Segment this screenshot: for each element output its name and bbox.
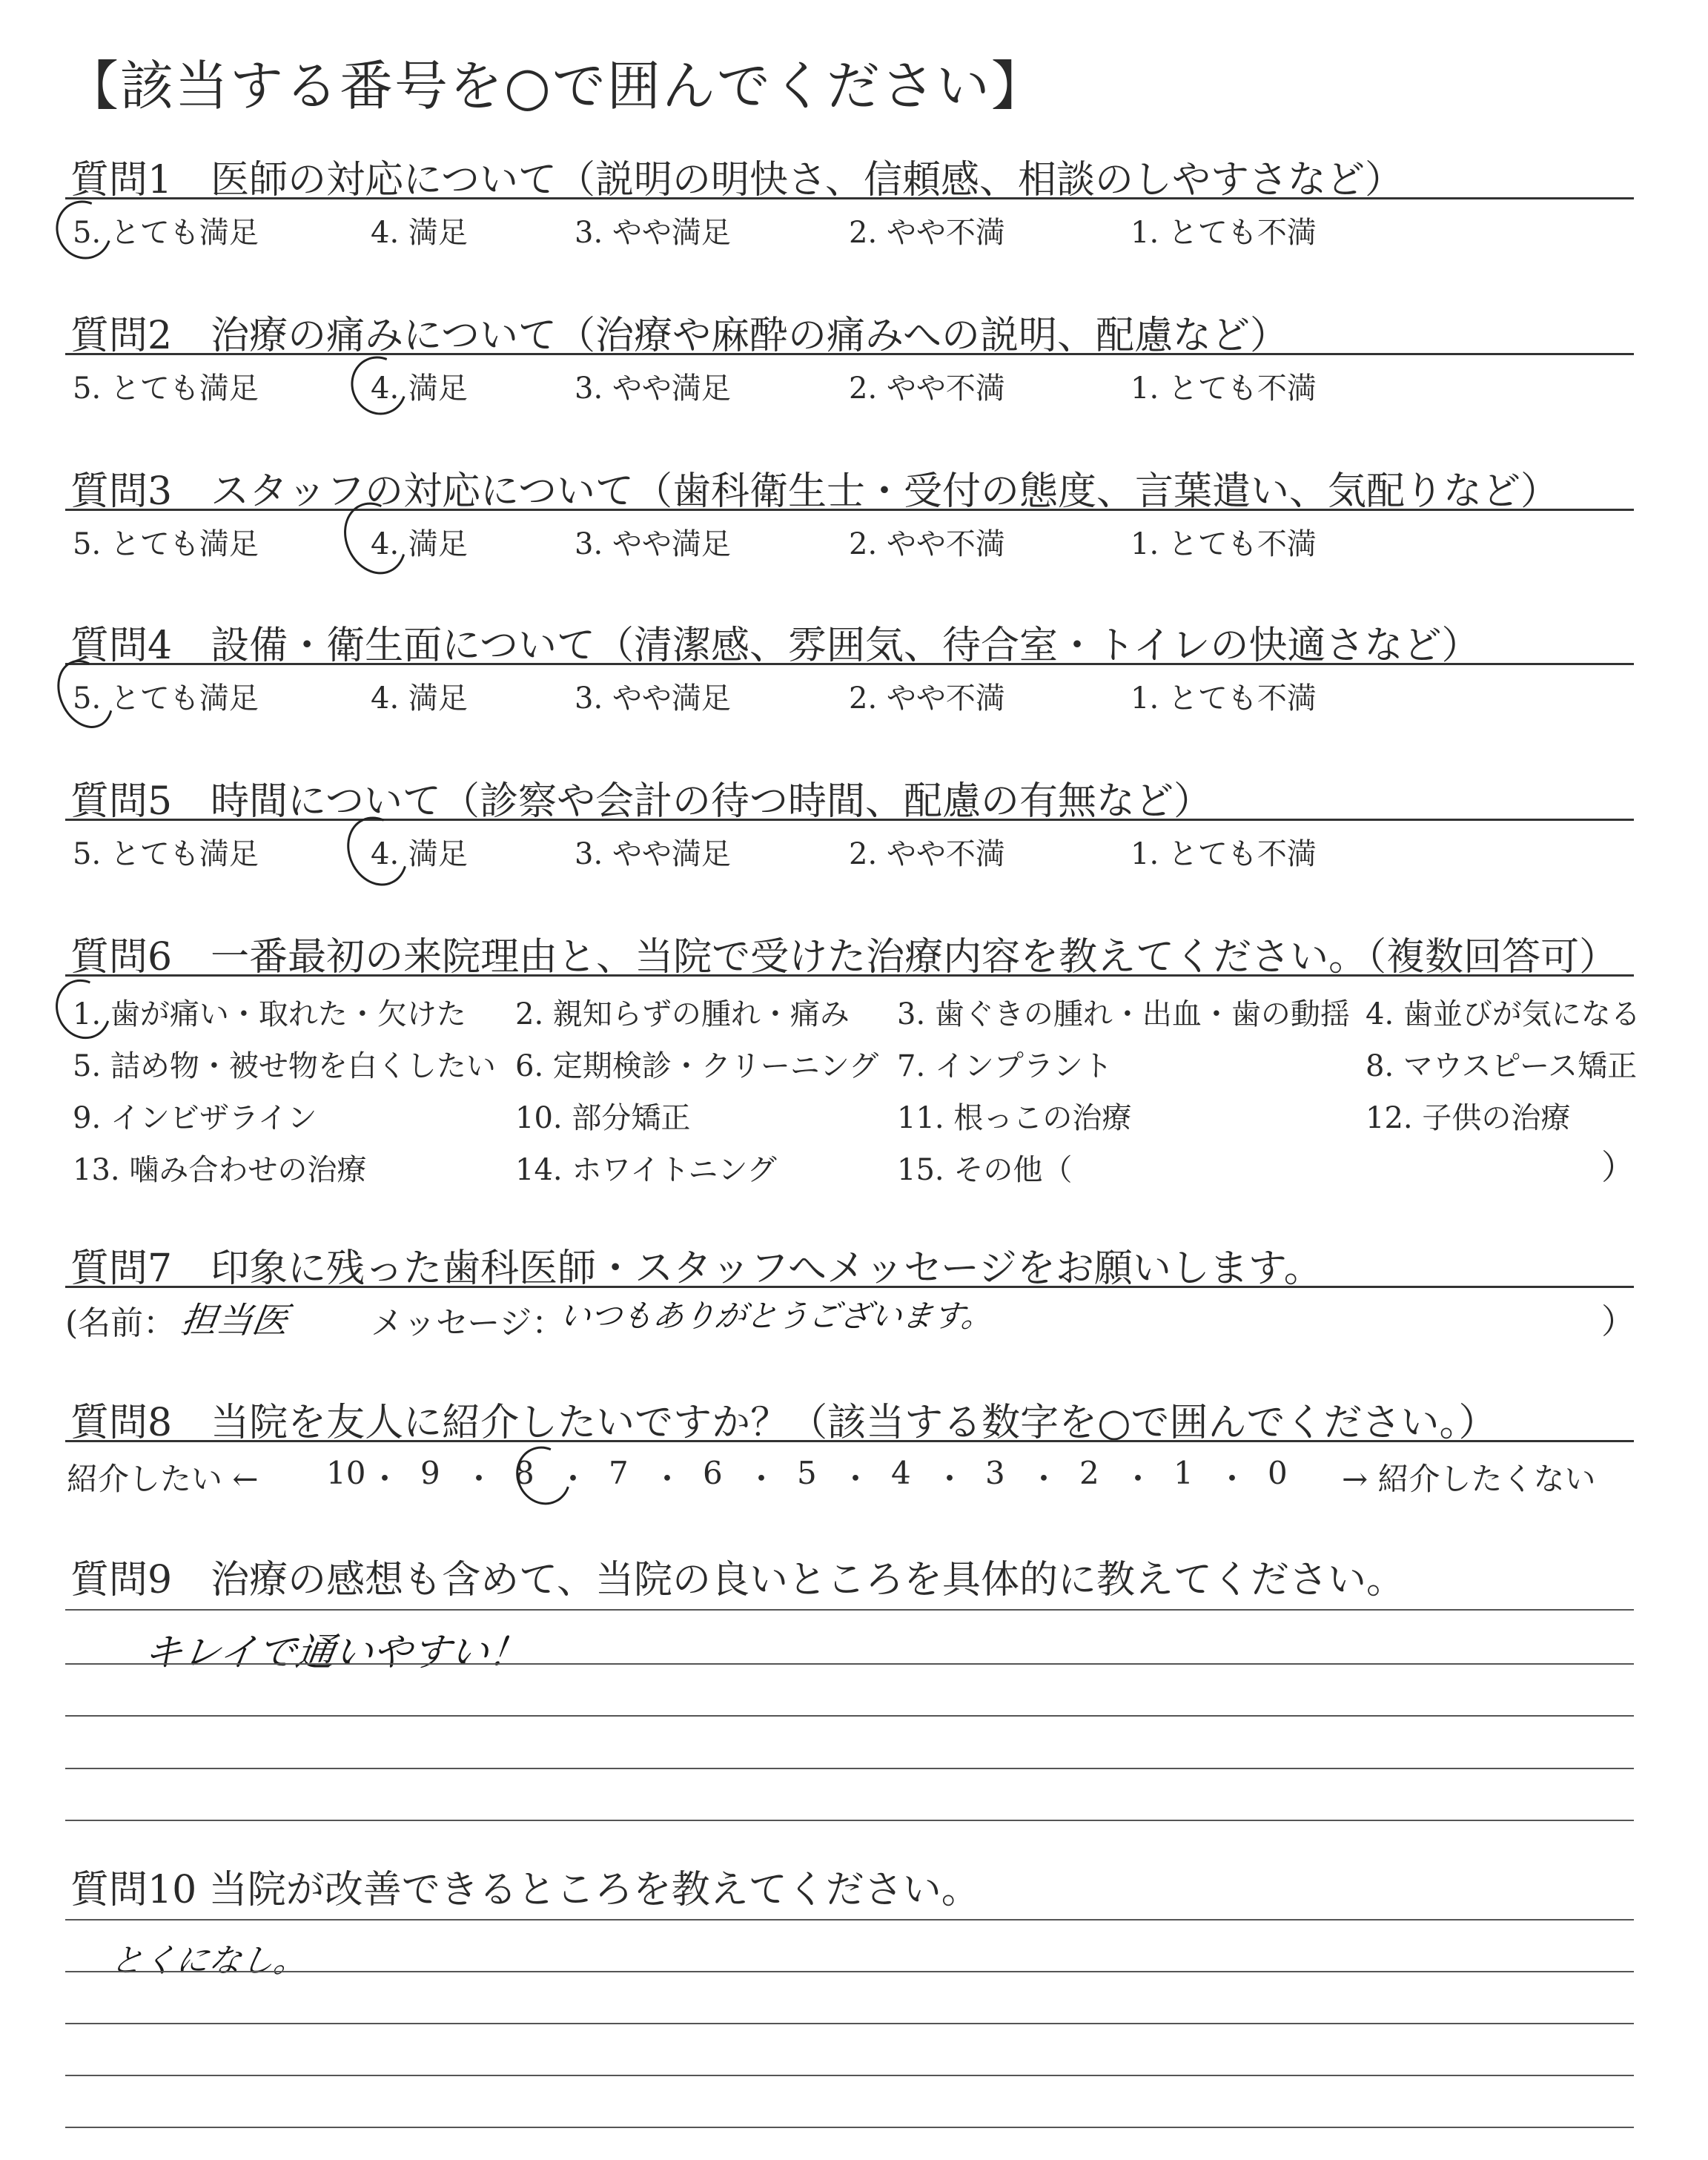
q1-option-5[interactable]: 5. とても満足 xyxy=(73,216,259,250)
q3-option-2[interactable]: 2. やや不満 xyxy=(849,527,1005,561)
q8-number-4[interactable]: 4 xyxy=(891,1455,911,1491)
question-4-title: 質問4 設備・衛生面について（清潔感、雰囲気、待合室・トイレの快適さなど） xyxy=(70,624,1480,668)
q6-option-10[interactable]: 10. 部分矯正 xyxy=(515,1101,691,1135)
q8-number-8[interactable]: 8 xyxy=(514,1455,534,1491)
q7-name-value[interactable]: 担当医 xyxy=(178,1300,291,1341)
q6-option-8[interactable]: 8. マウスピース矯正 xyxy=(1366,1049,1638,1083)
q1-option-2[interactable]: 2. やや不満 xyxy=(849,216,1005,250)
question-7-title: 質問7 印象に残った歯科医師・スタッフへメッセージをお願いします。 xyxy=(70,1246,1323,1291)
q7-close-paren: ） xyxy=(1601,1301,1635,1341)
q9-answer-line xyxy=(65,1768,1634,1769)
question-3-title: 質問3 スタッフの対応について（歯科衛生士・受付の態度、言葉遣い、気配りなど） xyxy=(70,469,1560,514)
q4-option-5[interactable]: 5. とても満足 xyxy=(73,681,259,716)
q8-number-0[interactable]: 0 xyxy=(1268,1455,1288,1491)
q6-option-12[interactable]: 12. 子供の治療 xyxy=(1366,1101,1571,1135)
q6-option-4[interactable]: 4. 歯並びが気になる xyxy=(1366,997,1641,1031)
q8-separator: ・ xyxy=(934,1461,966,1497)
q8-separator: ・ xyxy=(463,1461,495,1497)
question-10-title: 質問10 当院が改善できるところを教えてください。 xyxy=(70,1868,980,1912)
question-3-rule xyxy=(65,509,1634,511)
q2-option-1[interactable]: 1. とても不満 xyxy=(1131,371,1317,406)
q8-separator: ・ xyxy=(840,1461,872,1497)
q1-option-1[interactable]: 1. とても不満 xyxy=(1131,216,1317,250)
q2-option-5[interactable]: 5. とても満足 xyxy=(73,371,259,406)
q10-answer-line xyxy=(65,2023,1634,2024)
q3-option-3[interactable]: 3. やや満足 xyxy=(575,527,731,561)
question-2-rule xyxy=(65,353,1634,355)
q5-option-5[interactable]: 5. とても満足 xyxy=(73,837,259,871)
q3-option-5[interactable]: 5. とても満足 xyxy=(73,527,259,561)
q4-option-3[interactable]: 3. やや満足 xyxy=(575,681,731,716)
q5-option-1[interactable]: 1. とても不満 xyxy=(1131,837,1317,871)
question-8-rule xyxy=(65,1440,1634,1442)
q8-number-5[interactable]: 5 xyxy=(797,1455,817,1491)
q8-separator: ・ xyxy=(1028,1461,1060,1497)
q6-option-7[interactable]: 7. インプラント xyxy=(897,1049,1113,1083)
q6-option-6[interactable]: 6. 定期検診・クリーニング xyxy=(515,1049,879,1083)
q8-number-10[interactable]: 10 xyxy=(326,1455,366,1491)
q7-message-label: メッセージ： xyxy=(371,1304,565,1342)
q10-answer-line xyxy=(65,2075,1634,2076)
q6-option-11[interactable]: 11. 根っこの治療 xyxy=(897,1101,1132,1135)
q5-option-3[interactable]: 3. やや満足 xyxy=(575,837,731,871)
q10-answer-line xyxy=(65,1919,1634,1920)
q6-option-13[interactable]: 13. 噛み合わせの治療 xyxy=(73,1153,367,1187)
q3-option-1[interactable]: 1. とても不満 xyxy=(1131,527,1317,561)
question-5-title: 質問5 時間について（診察や会計の待つ時間、配慮の有無など） xyxy=(70,779,1213,824)
q2-option-2[interactable]: 2. やや不満 xyxy=(849,371,1005,406)
q8-number-9[interactable]: 9 xyxy=(420,1455,440,1491)
q4-option-1[interactable]: 1. とても不満 xyxy=(1131,681,1317,716)
q10-answer-line xyxy=(65,1971,1634,1972)
q9-answer[interactable]: キレイで通いやすい！ xyxy=(141,1631,531,1675)
page-heading: 【該当する番号を○で囲んでください】 xyxy=(65,55,1046,117)
q8-separator: ・ xyxy=(369,1461,401,1497)
question-2-title: 質問2 治療の痛みについて（治療や麻酔の痛みへの説明、配慮など） xyxy=(70,314,1289,358)
q6-option-2[interactable]: 2. 親知らずの腫れ・痛み xyxy=(515,997,850,1031)
q6-option-3[interactable]: 3. 歯ぐきの腫れ・出血・歯の動揺 xyxy=(897,997,1350,1031)
q9-answer-line xyxy=(65,1820,1634,1821)
question-6-title: 質問6 一番最初の来院理由と、当院で受けた治療内容を教えてください。（複数回答可） xyxy=(70,935,1618,980)
question-6-rule xyxy=(65,974,1634,977)
q8-separator: ・ xyxy=(1122,1461,1154,1497)
q3-option-4[interactable]: 4. 満足 xyxy=(371,527,468,561)
question-5-rule xyxy=(65,819,1634,821)
q10-answer-line xyxy=(65,2127,1634,2128)
q6-selection-circle xyxy=(46,971,120,1048)
q8-number-3[interactable]: 3 xyxy=(985,1455,1005,1491)
q2-option-4[interactable]: 4. 満足 xyxy=(371,371,468,406)
q6-option-5[interactable]: 5. 詰め物・被せ物を白くしたい xyxy=(73,1049,496,1083)
q6-option-14[interactable]: 14. ホワイトニング xyxy=(515,1153,777,1187)
q4-option-4[interactable]: 4. 満足 xyxy=(371,681,468,716)
q10-answer[interactable]: とくになし。 xyxy=(107,1942,309,1980)
question-1-title: 質問1 医師の対応について（説明の明快さ、信頼感、相談のしやすさなど） xyxy=(70,158,1403,202)
q2-option-3[interactable]: 3. やや満足 xyxy=(575,371,731,406)
q9-answer-line xyxy=(65,1609,1634,1611)
q6-option-9[interactable]: 9. インビザライン xyxy=(73,1101,317,1135)
q6-option-15[interactable]: 15. その他（ xyxy=(897,1153,1073,1187)
question-7-rule xyxy=(65,1286,1634,1288)
q1-option-3[interactable]: 3. やや満足 xyxy=(575,216,731,250)
q8-left-label: 紹介したい ← xyxy=(67,1461,259,1497)
q7-name-label: (名前： xyxy=(65,1304,176,1342)
q9-answer-line xyxy=(65,1715,1634,1717)
q6-option-1[interactable]: 1. 歯が痛い・取れた・欠けた xyxy=(73,997,466,1031)
question-8-title: 質問8 当院を友人に紹介したいですか？（該当する数字を○で囲んでください。） xyxy=(70,1401,1497,1445)
q8-number-2[interactable]: 2 xyxy=(1079,1455,1099,1491)
q8-number-6[interactable]: 6 xyxy=(703,1455,723,1491)
q6-other-close-paren: ） xyxy=(1601,1147,1635,1187)
q8-separator: ・ xyxy=(652,1461,683,1497)
q5-option-2[interactable]: 2. やや不満 xyxy=(849,837,1005,871)
q8-selection-circle xyxy=(506,1438,580,1514)
q5-option-4[interactable]: 4. 満足 xyxy=(371,837,468,871)
q7-message-value[interactable]: いつもありがとうございます。 xyxy=(557,1298,996,1334)
q8-separator: ・ xyxy=(557,1461,589,1497)
q8-separator: ・ xyxy=(1217,1461,1248,1497)
q4-option-2[interactable]: 2. やや不満 xyxy=(849,681,1005,716)
question-9-title: 質問9 治療の感想も含めて、当院の良いところを具体的に教えてください。 xyxy=(70,1558,1406,1602)
question-4-rule xyxy=(65,663,1634,665)
question-1-rule xyxy=(65,197,1634,199)
q8-right-label: → 紹介したくない xyxy=(1342,1461,1596,1497)
q8-separator: ・ xyxy=(746,1461,778,1497)
q8-number-7[interactable]: 7 xyxy=(609,1455,629,1491)
q8-number-1[interactable]: 1 xyxy=(1174,1455,1194,1491)
q9-answer-line xyxy=(65,1663,1634,1665)
q1-option-4[interactable]: 4. 満足 xyxy=(371,216,468,250)
